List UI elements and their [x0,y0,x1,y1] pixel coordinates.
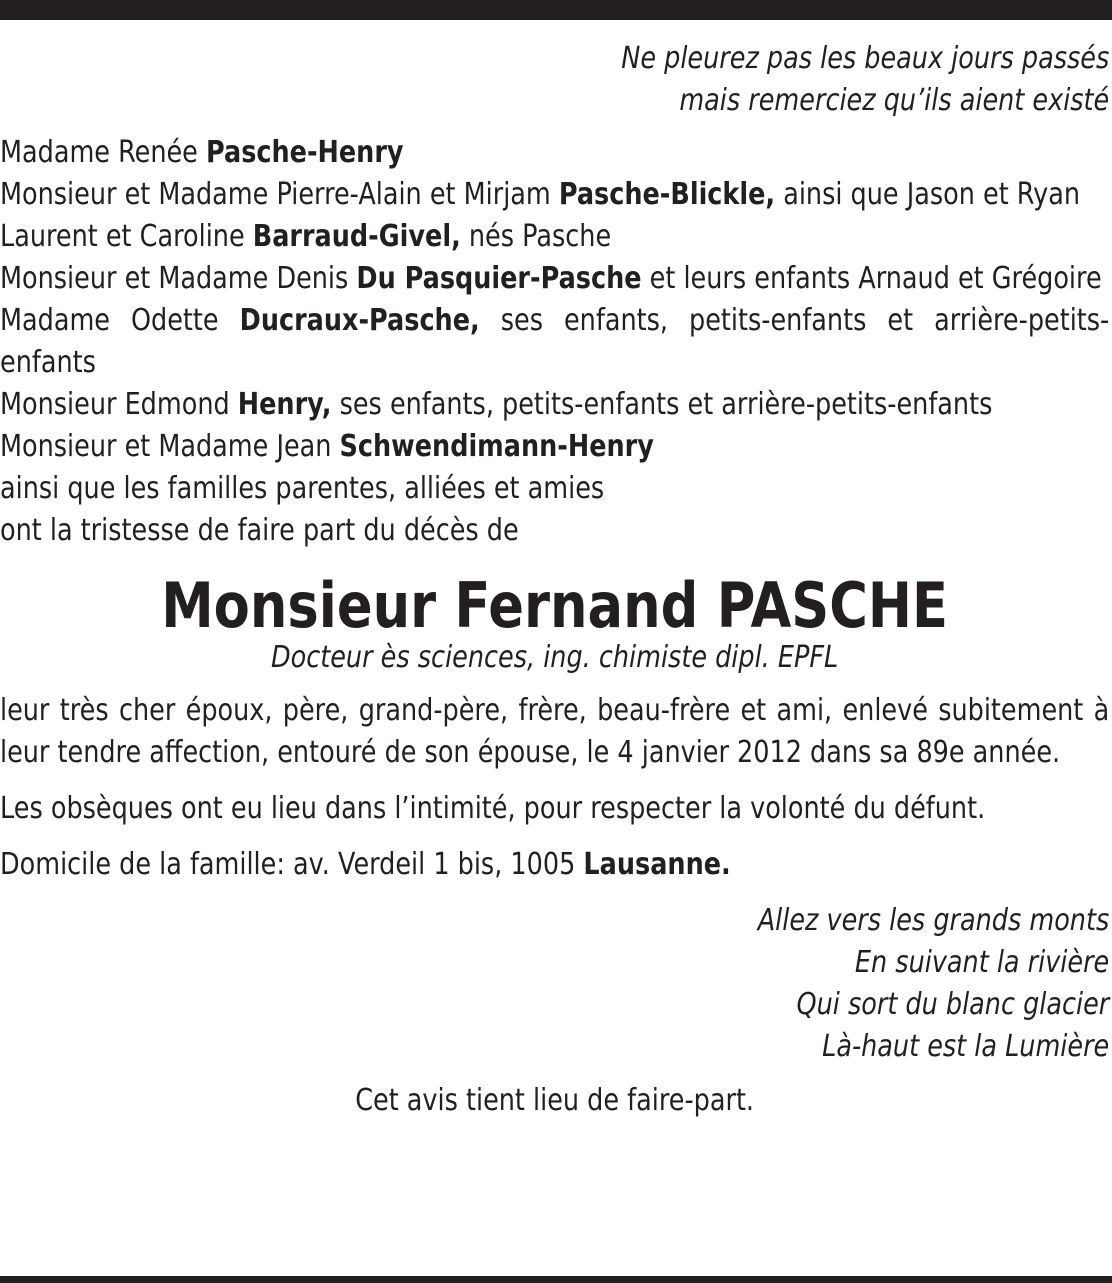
poem-line: Qui sort du blanc glacier [796,987,1110,1022]
mourner-prefix: Monsieur et Madame Jean [0,429,340,464]
epigraph [0,38,1109,122]
mourner-name: Ducraux-Pasche, [239,303,480,338]
mourner-suffix: nés Pasche [460,219,612,254]
poem-line: Allez vers les grands monts [757,903,1110,938]
announcement-line: ont la tristesse de faire part du décès de [0,513,519,548]
tribute-paragraph: leur très cher époux, père, grand-père, frère, beau-frère et ami, enlevé subitement à leur tendre affection, entouré de son épouse, le 4 janvier 2012 dans sa 89e année. [0,693,1110,770]
mourner-name: Du Pasquier-Pasche [356,261,642,296]
mourner-prefix: Madame Odette [0,303,240,338]
deceased-name: Monsieur Fernand PASCHE [161,569,949,642]
mourner-prefix: Madame Renée [0,135,206,170]
mourner-prefix: Monsieur et Madame Pierre-Alain et Mirjam [0,177,559,212]
mourners-list [0,132,1109,552]
closing-note: Cet avis tient lieu de faire-part. [355,1083,755,1118]
domicile-city: Lausanne. [583,847,731,882]
mourner-line [0,426,1109,468]
mourner-line [0,132,1109,174]
bottom-border-rule [0,1276,1112,1283]
mourner-name: Pasche-Blickle, [558,177,776,212]
mourner-suffix: ses enfants, petits-enfants et arrière-petits-enfants [331,387,993,422]
epigraph-line: Ne pleurez pas les beaux jours passés [621,41,1110,76]
mourner-name: Henry, [237,387,332,422]
mourner-prefix: Laurent et Caroline [0,219,253,254]
mourner-line [0,174,1109,216]
epigraph-line: mais remerciez qu’ils aient existé [679,83,1110,118]
mourner-name: Pasche-Henry [205,135,404,170]
ceremony-notice: Les obsèques ont eu lieu dans l’intimité, pour respecter la volonté du défunt. [0,791,986,826]
families-line: ainsi que les familles parentes, alliées et amies [0,471,605,506]
mourner-suffix: ses enfants, petits-enfants et arrière-petits-enfants [0,303,1110,380]
mourner-line [0,300,1109,384]
deceased-title: Docteur ès sciences, ing. chimiste dipl. EPFL [270,640,839,675]
obituary-notice [0,38,1109,1122]
mourner-name: Barraud-Givel, [252,219,461,254]
poem-line: En suivant la rivière [854,945,1110,980]
mourner-suffix: et leurs enfants Arnaud et Grégoire [641,261,1102,296]
mourner-prefix: Monsieur Edmond [0,387,238,422]
family-domicile [0,844,1109,886]
poem-line: Là-haut est la Lumière [822,1029,1110,1064]
closing-poem [0,900,1109,1068]
mourner-suffix: ainsi que Jason et Ryan [775,177,1081,212]
top-border-rule [0,0,1112,20]
mourner-prefix: Monsieur et Madame Denis [0,261,357,296]
mourner-line [0,258,1109,300]
mourner-line [0,216,1109,258]
domicile-address: Domicile de la famille: av. Verdeil 1 bis, 1005 [0,847,584,882]
mourner-line [0,384,1109,426]
mourner-name: Schwendimann-Henry [339,429,654,464]
